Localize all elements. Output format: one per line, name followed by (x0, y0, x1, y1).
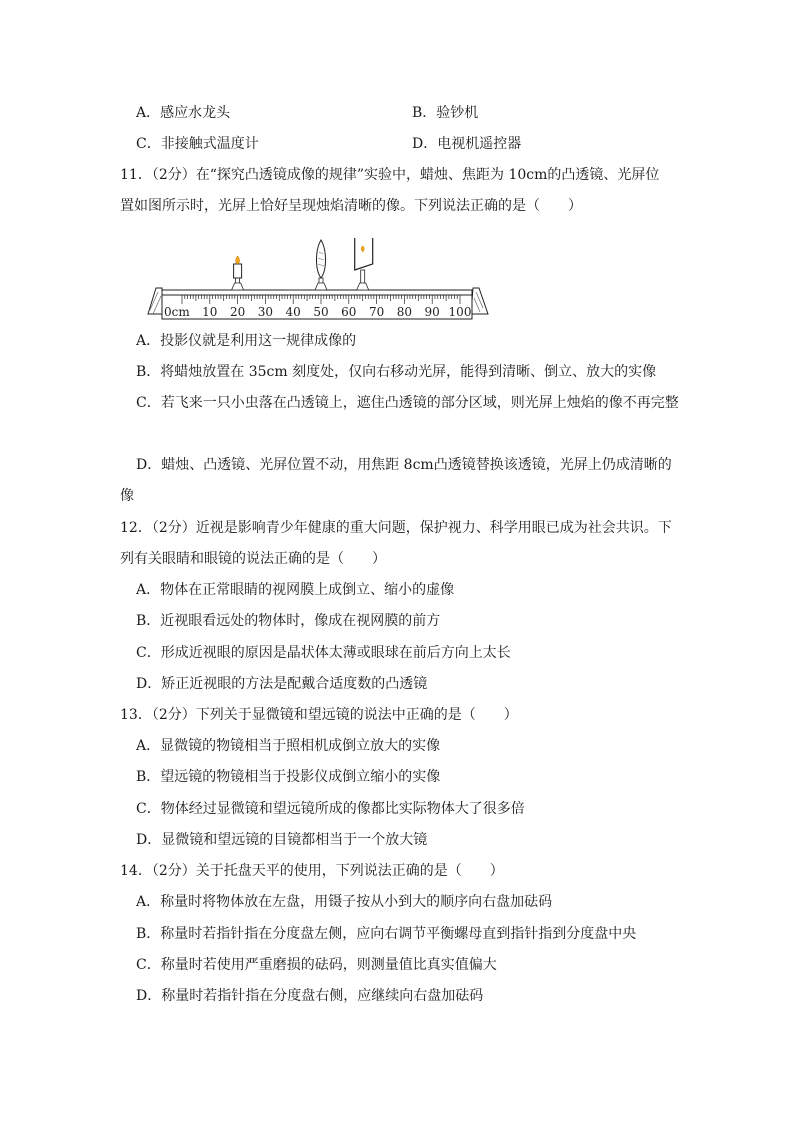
ruler-label: 50 (313, 305, 329, 319)
ruler-label-0cm: 0cm (164, 305, 190, 319)
optical-bench-svg (140, 238, 495, 324)
q12-option-c: C．形成近视眼的原因是晶状体太薄或眼球在前后方向上太长 (136, 645, 511, 661)
q12-stem-line2: 列有关眼睛和眼镜的说法正确的是（ ） (120, 551, 386, 567)
q12-option-d: D．矫正近视眼的方法是配戴合适度数的凸透镜 (136, 676, 428, 692)
ruler-label: 60 (341, 305, 357, 319)
ruler-label: 90 (424, 305, 440, 319)
q14-option-a: A．称量时将物体放在左盘，用镊子按从小到大的顺序向右盘加砝码 (136, 894, 553, 910)
ruler-label: 70 (368, 305, 385, 319)
q11-stem-line1: 11．（2分）在“探究凸透镜成像的规律”实验中，蜡烛、焦距为 10cm的凸透镜、光屏位 (120, 167, 660, 183)
q14-option-c: C．称量时若使用严重磨损的砝码，则测量值比真实值偏大 (136, 957, 497, 973)
flame-icon (236, 256, 240, 264)
q13-stem: 13．（2分）下列关于显微镜和望远镜的说法中正确的是（ ） (120, 707, 518, 723)
q11-option-d-line2: 像 (120, 488, 134, 504)
q14-option-b: B．称量时若指针指在分度盘左侧，应向右调节平衡螺母直到指针指到分度盘中央 (136, 926, 637, 942)
q10-option-b: B．验钞机 (412, 105, 479, 121)
q13-option-c: C．物体经过显微镜和望远镜所成的像都比实际物体大了很多倍 (136, 801, 525, 817)
light-screen (355, 238, 373, 290)
ruler-label: 80 (396, 305, 413, 319)
optical-bench-figure (140, 238, 495, 324)
convex-lens (315, 240, 327, 290)
q10-option-c: C．非接触式温度计 (136, 136, 259, 152)
q11-option-c: C．若飞来一只小虫落在凸透镜上，遮住凸透镜的部分区域，则光屏上烛焰的像不再完整 (136, 395, 679, 411)
q11-option-a: A．投影仪就是利用这一规律成像的 (136, 333, 357, 349)
q10-option-a: A．感应水龙头 (136, 105, 231, 121)
q14-stem: 14．（2分）关于托盘天平的使用，下列说法正确的是（ ） (120, 863, 504, 879)
q11-option-b: B．将蜡烛放置在 35cm 刻度处，仅向右移动光屏，能得到清晰、倒立、放大的实像 (136, 364, 657, 380)
q14-option-d: D．称量时若指针指在分度盘右侧，应继续向右盘加砝码 (136, 988, 484, 1004)
q13-option-d: D．显微镜和望远镜的目镜都相当于一个放大镜 (136, 832, 428, 848)
q13-option-b: B．望远镜的物镜相当于投影仪成倒立缩小的实像 (136, 769, 441, 785)
q12-stem-line1: 12．（2分）近视是影响青少年健康的重大问题，保护视力、科学用眼已成为社会共识。下 (120, 520, 672, 536)
ruler-label: 30 (257, 305, 274, 319)
q12-option-b: B．近视眼看远处的物体时，像成在视网膜的前方 (136, 613, 441, 629)
q11-stem-line2: 置如图所示时，光屏上恰好呈现烛焰清晰的像。下列说法正确的是（ ） (120, 198, 582, 214)
ruler-label: 40 (285, 305, 301, 319)
q13-option-a: A．显微镜的物镜相当于照相机成倒立放大的实像 (136, 738, 441, 754)
candle (232, 256, 244, 290)
q11-option-d-line1: D．蜡烛、凸透镜、光屏位置不动，用焦距 8cm凸透镜替换该透镜，光屏上仍成清晰的 (136, 457, 672, 473)
ruler-label: 100 (448, 305, 472, 319)
q10-option-d: D．电视机遥控器 (412, 136, 522, 152)
bench-rail (162, 290, 472, 295)
ruler-label: 10 (202, 305, 218, 319)
q12-option-a: A．物体在正常眼睛的视网膜上成倒立、缩小的虚像 (136, 582, 455, 598)
ruler-label: 20 (229, 305, 246, 319)
